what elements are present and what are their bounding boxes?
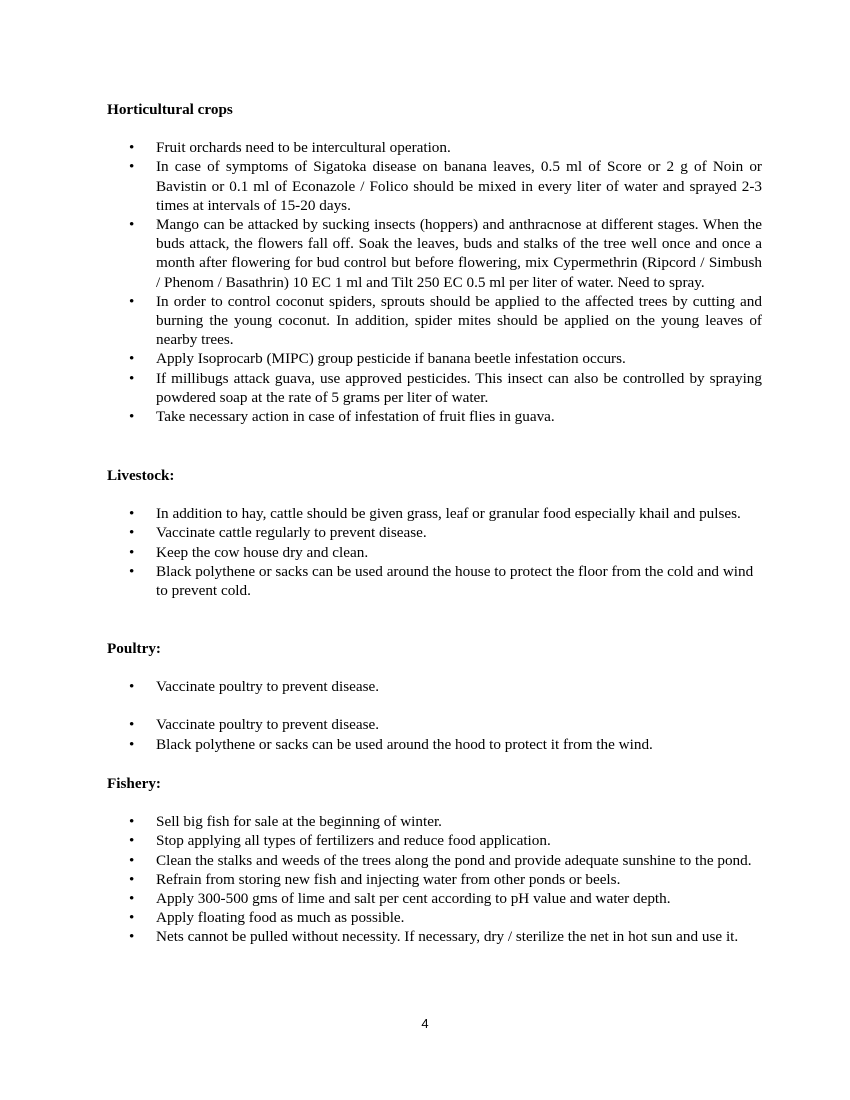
list-item: • In addition to hay, cattle should be given grass, leaf or granular food especially khail and pulses. bbox=[107, 504, 762, 523]
list-item: • Nets cannot be pulled without necessity. If necessary, dry / sterilize the net in hot sun and use it. bbox=[107, 927, 762, 946]
list-item: • Take necessary action in case of infestation of fruit flies in guava. bbox=[107, 407, 762, 426]
list-item: • Refrain from storing new fish and injecting water from other ponds or beels. bbox=[107, 870, 762, 889]
section-fishery bbox=[107, 774, 762, 947]
list-item: • Black polythene or sacks can be used around the hood to protect it from the wind. bbox=[107, 735, 762, 754]
section-poultry bbox=[107, 639, 762, 754]
list-item: • Vaccinate poultry to prevent disease. bbox=[107, 715, 762, 734]
section-livestock bbox=[107, 466, 762, 600]
bullet-list bbox=[107, 677, 762, 696]
list-item: • Mango can be attacked by sucking insects (hoppers) and anthracnose at different stages. When the buds attack, the flowers fall off. Soak the leaves, buds and stalks of the tree well once and once a month after flowering for bud control but before flowering, mix Cypermethrin (Ripcord / Simbush / Phenom / Basathrin) 10 EC 1 ml and Tilt 250 EC 0.5 ml per liter of water. Need to spray. bbox=[107, 215, 762, 292]
bullet-list bbox=[107, 138, 762, 426]
list-item: • Sell big fish for sale at the beginning of winter. bbox=[107, 812, 762, 831]
section-horticulture bbox=[107, 100, 762, 426]
list-item: • Stop applying all types of fertilizers and reduce food application. bbox=[107, 831, 762, 850]
list-item: • Vaccinate poultry to prevent disease. bbox=[107, 677, 762, 696]
section-heading: Livestock: bbox=[107, 467, 175, 484]
list-item: • Clean the stalks and weeds of the trees along the pond and provide adequate sunshine to the pond. bbox=[107, 851, 762, 870]
list-item: • Apply Isoprocarb (MIPC) group pesticide if banana beetle infestation occurs. bbox=[107, 349, 762, 368]
page-number: 4 bbox=[421, 1016, 429, 1031]
section-heading: Poultry: bbox=[107, 640, 161, 657]
list-item: • If millibugs attack guava, use approved pesticides. This insect can also be controlled by spraying powdered soap at the rate of 5 grams per liter of water. bbox=[107, 369, 762, 407]
list-item: • Black polythene or sacks can be used around the house to protect the floor from the cold and wind to prevent cold. bbox=[107, 562, 762, 600]
list-item: • Apply 300-500 gms of lime and salt per cent according to pH value and water depth. bbox=[107, 889, 762, 908]
list-item: • In order to control coconut spiders, sprouts should be applied to the affected trees by cutting and burning the young coconut. In addition, spider mites should be applied on the young leaves of nearby trees. bbox=[107, 292, 762, 350]
section-heading: Fishery: bbox=[107, 775, 161, 792]
section-heading: Horticultural crops bbox=[107, 101, 233, 118]
list-item: • In case of symptoms of Sigatoka disease on banana leaves, 0.5 ml of Score or 2 g of Noin or Bavistin or 0.1 ml of Econazole / Folico should be mixed in every liter of water and sprayed 2-3 times at intervals of 15-20 days. bbox=[107, 157, 762, 215]
bullet-list bbox=[107, 715, 762, 753]
list-item: • Apply floating food as much as possible. bbox=[107, 908, 762, 927]
list-item: • Fruit orchards need to be intercultural operation. bbox=[107, 138, 762, 157]
bullet-list bbox=[107, 812, 762, 946]
bullet-list bbox=[107, 504, 762, 600]
list-item: • Keep the cow house dry and clean. bbox=[107, 543, 762, 562]
list-item: • Vaccinate cattle regularly to prevent disease. bbox=[107, 523, 762, 542]
